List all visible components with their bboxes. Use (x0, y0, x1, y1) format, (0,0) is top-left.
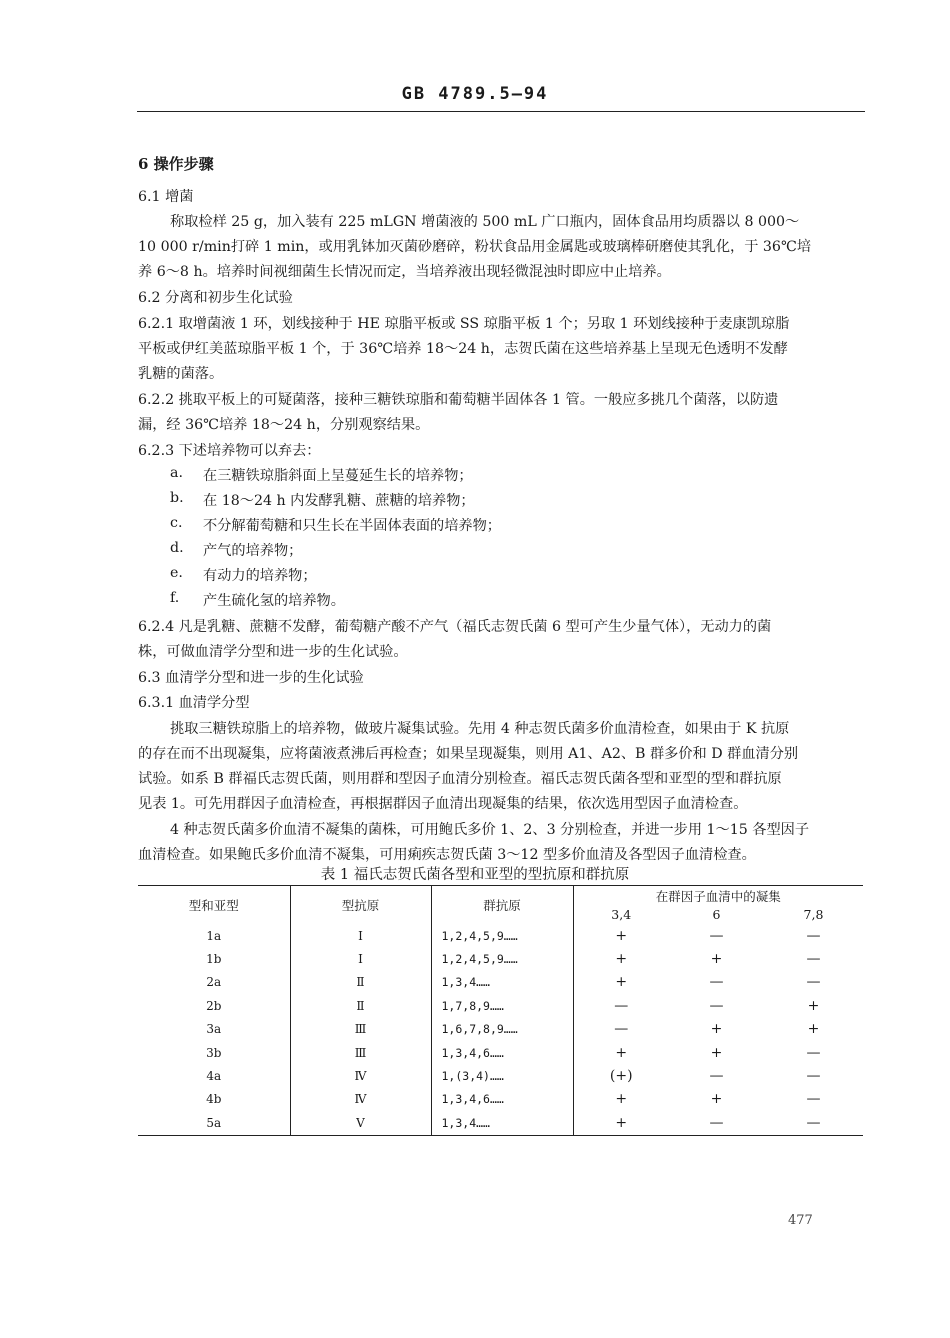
cell-agg-3-4: + (573, 971, 669, 994)
section-6-2-1-line: 平板或伊红美蓝琼脂平板 1 个，于 36℃培养 18～24 h，志贺氏菌在这些培养基上呈现无色透明不发酵 (138, 341, 788, 357)
cell-type: 2b (206, 998, 222, 1013)
cell-type-antigen: Ⅳ (290, 1064, 431, 1087)
header-group-antigen: 群抗原 (431, 886, 573, 925)
cell-type-antigen: Ⅰ (290, 947, 431, 970)
section-6-2-1-line: 6.2.1 取增菌液 1 环，划线接种于 HE 琼脂平板或 SS 琼脂平板 1 个；另取 1 环划线接种于麦康凯琼脂 (138, 316, 790, 332)
cell-agg-6: — (709, 927, 724, 944)
list-item: 在 18～24 h 内发酵乳糖、蔗糖的培养物； (203, 493, 475, 509)
section-6-3-1-line: 见表 1。可先用群因子血清检查，再根据群因子血清出现凝集的结果，依次选用型因子血清检查。 (138, 796, 748, 812)
list-item: 产生硫化氢的培养物。 (203, 593, 345, 609)
section-6-1-line: 称取检样 25 g，加入装有 225 mLGN 增菌液的 500 mL 广口瓶内，固体食品用均质器以 8 000～ (170, 214, 800, 230)
list-item-label: e. (170, 565, 183, 581)
section-6-3-1-line: 试验。如系 B 群福氏志贺氏菌，则用群和型因子血清分别检查。福氏志贺氏菌各型和亚型的型和群抗原 (138, 771, 782, 787)
cell-agg-3-4: + (573, 1088, 669, 1111)
cell-type: 4b (206, 1092, 222, 1107)
section-6-3-1-line: 血清检查。如果鲍氏多价血清不凝集，可用痢疾志贺氏菌 3～12 型多价血清及各型因子血清检查。 (138, 847, 756, 863)
cell-agg-7-8: — (806, 927, 821, 944)
page-number: 477 (788, 1213, 813, 1228)
section-6-1-heading: 6.1 增菌 (138, 189, 194, 205)
list-item-label: a. (170, 465, 183, 481)
table-row (138, 1111, 863, 1135)
header-rule (137, 111, 865, 112)
table-row (138, 971, 863, 994)
section-6-heading: 6 操作步骤 (138, 155, 214, 173)
cell-agg-3-4: + (573, 1041, 669, 1064)
cell-agg-7-8: — (806, 1068, 821, 1085)
section-6-2-heading: 6.2 分离和初步生化试验 (138, 290, 293, 306)
list-item-label: b. (170, 490, 184, 506)
table-row (138, 1064, 863, 1087)
cell-agg-3-4: + (573, 1111, 669, 1135)
cell-agg-7-8: — (806, 974, 821, 991)
cell-group-antigen: 1,2,4,5,9…… (431, 924, 573, 947)
cell-agg-7-8: — (806, 951, 821, 968)
list-item-label: c. (170, 515, 183, 531)
table-row (138, 994, 863, 1017)
table-row (138, 1088, 863, 1111)
cell-type: 3a (206, 1022, 222, 1037)
section-6-2-1-line: 乳糖的菌落。 (138, 366, 224, 382)
cell-agg-6: — (709, 974, 724, 991)
cell-type: 3b (206, 1045, 222, 1060)
cell-type-antigen: Ⅳ (290, 1088, 431, 1111)
table-row (138, 924, 863, 947)
cell-group-antigen: 1,6,7,8,9…… (431, 1018, 573, 1041)
cell-agg-6: + (710, 1044, 723, 1061)
cell-type: 4a (206, 1069, 222, 1084)
cell-agg-6: — (709, 1068, 724, 1085)
cell-type-antigen: Ⅲ (290, 1018, 431, 1041)
section-6-3-1-line: 挑取三糖铁琼脂上的培养物，做玻片凝集试验。先用 4 种志贺氏菌多价血清检查，如果由于 K 抗原 (170, 721, 790, 737)
table-row (138, 1041, 863, 1064)
cell-type: 1a (206, 928, 222, 943)
table-row (138, 1018, 863, 1041)
list-item: 在三糖铁琼脂斜面上呈蔓延生长的培养物； (203, 468, 473, 484)
table-1-caption: 表 1 福氏志贺氏菌各型和亚型的型抗原和群抗原 (320, 867, 630, 883)
list-item: 不分解葡萄糖和只生长在半固体表面的培养物； (203, 518, 501, 534)
cell-agg-3-4: — (573, 994, 669, 1017)
section-6-1-line: 养 6～8 h。培养时间视细菌生长情况而定，当培养液出现轻微混浊时即应中止培养。 (138, 264, 671, 280)
section-6-2-2-line: 漏，经 36℃培养 18～24 h，分别观察结果。 (138, 417, 430, 433)
header-col-6: 6 (712, 907, 721, 922)
header-type-subtype: 型和亚型 (138, 886, 290, 925)
list-item-label: d. (170, 540, 184, 556)
cell-agg-6: + (710, 1091, 723, 1108)
cell-agg-6: — (709, 997, 724, 1014)
cell-type: 2a (206, 975, 222, 990)
header-col-7-8: 7,8 (803, 907, 824, 922)
section-6-2-2-line: 6.2.2 挑取平板上的可疑菌落，接种三糖铁琼脂和葡萄糖半固体各 1 管。一般应多挑几个菌落，以防遗 (138, 392, 779, 408)
list-item: 有动力的培养物； (203, 568, 317, 584)
cell-agg-6: + (710, 1021, 723, 1038)
list-item-label: f. (170, 590, 180, 606)
cell-agg-6: — (669, 1111, 764, 1135)
cell-type: 1b (206, 952, 222, 967)
table-row (138, 947, 863, 970)
cell-group-antigen: 1,3,4,6…… (431, 1041, 573, 1064)
section-6-2-4-line: 株，可做血清学分型和进一步的生化试验。 (138, 644, 408, 660)
header-col-3-4: 3,4 (573, 905, 669, 924)
cell-group-antigen: 1,2,4,5,9…… (431, 947, 573, 970)
cell-type-antigen: Ⅴ (290, 1111, 431, 1135)
section-6-3-1-heading: 6.3.1 血清学分型 (138, 695, 250, 711)
cell-group-antigen: 1,(3,4)…… (431, 1064, 573, 1087)
cell-agg-7-8: + (807, 1021, 820, 1038)
cell-agg-3-4: (+) (573, 1064, 669, 1087)
cell-type-antigen: Ⅲ (290, 1041, 431, 1064)
cell-agg-3-4: + (573, 924, 669, 947)
cell-agg-7-8: — (806, 1091, 821, 1108)
cell-agg-7-8: + (807, 997, 820, 1014)
section-6-1-line: 10 000 r/min打碎 1 min，或用乳钵加灭菌砂磨碎，粉状食品用金属匙或玻璃棒研磨使其乳化，于 36℃培 (138, 239, 812, 255)
section-6-2-3-heading: 6.2.3 下述培养物可以弃去： (138, 443, 321, 459)
cell-group-antigen: 1,3,4…… (431, 1111, 573, 1135)
section-6-3-1-line: 的存在而不出现凝集，应将菌液煮沸后再检查；如果呈现凝集，则用 A1、A2、B 群多价和 D 群血清分别 (138, 746, 799, 762)
header-type-antigen: 型抗原 (290, 886, 431, 925)
cell-type-antigen: Ⅰ (290, 924, 431, 947)
cell-type: 5a (138, 1111, 290, 1135)
cell-agg-7-8: — (764, 1111, 863, 1135)
cell-agg-3-4: + (573, 947, 669, 970)
cell-group-antigen: 1,3,4,6…… (431, 1088, 573, 1111)
section-6-3-1-line: 4 种志贺氏菌多价血清不凝集的菌株，可用鲍氏多价 1、2、3 分别检查，并进一步用 1～15 各型因子 (170, 822, 810, 838)
cell-type-antigen: Ⅱ (290, 971, 431, 994)
cell-agg-6: + (710, 951, 723, 968)
cell-group-antigen: 1,7,8,9…… (431, 994, 573, 1017)
list-item: 产气的培养物； (203, 543, 303, 559)
cell-agg-7-8: — (806, 1044, 821, 1061)
cell-type-antigen: Ⅱ (290, 994, 431, 1017)
table-1 (138, 885, 863, 1136)
section-6-2-4-line: 6.2.4 凡是乳糖、蔗糖不发酵，葡萄糖产酸不产气（福氏志贺氏菌 6 型可产生少量气体），无动力的菌 (138, 619, 772, 635)
header-agglutination: 在群因子血清中的凝集 (573, 886, 863, 906)
cell-agg-3-4: — (573, 1018, 669, 1041)
standard-code-header: GB 4789.5—94 (401, 84, 549, 104)
cell-group-antigen: 1,3,4…… (431, 971, 573, 994)
section-6-3-heading: 6.3 血清学分型和进一步的生化试验 (138, 670, 364, 686)
